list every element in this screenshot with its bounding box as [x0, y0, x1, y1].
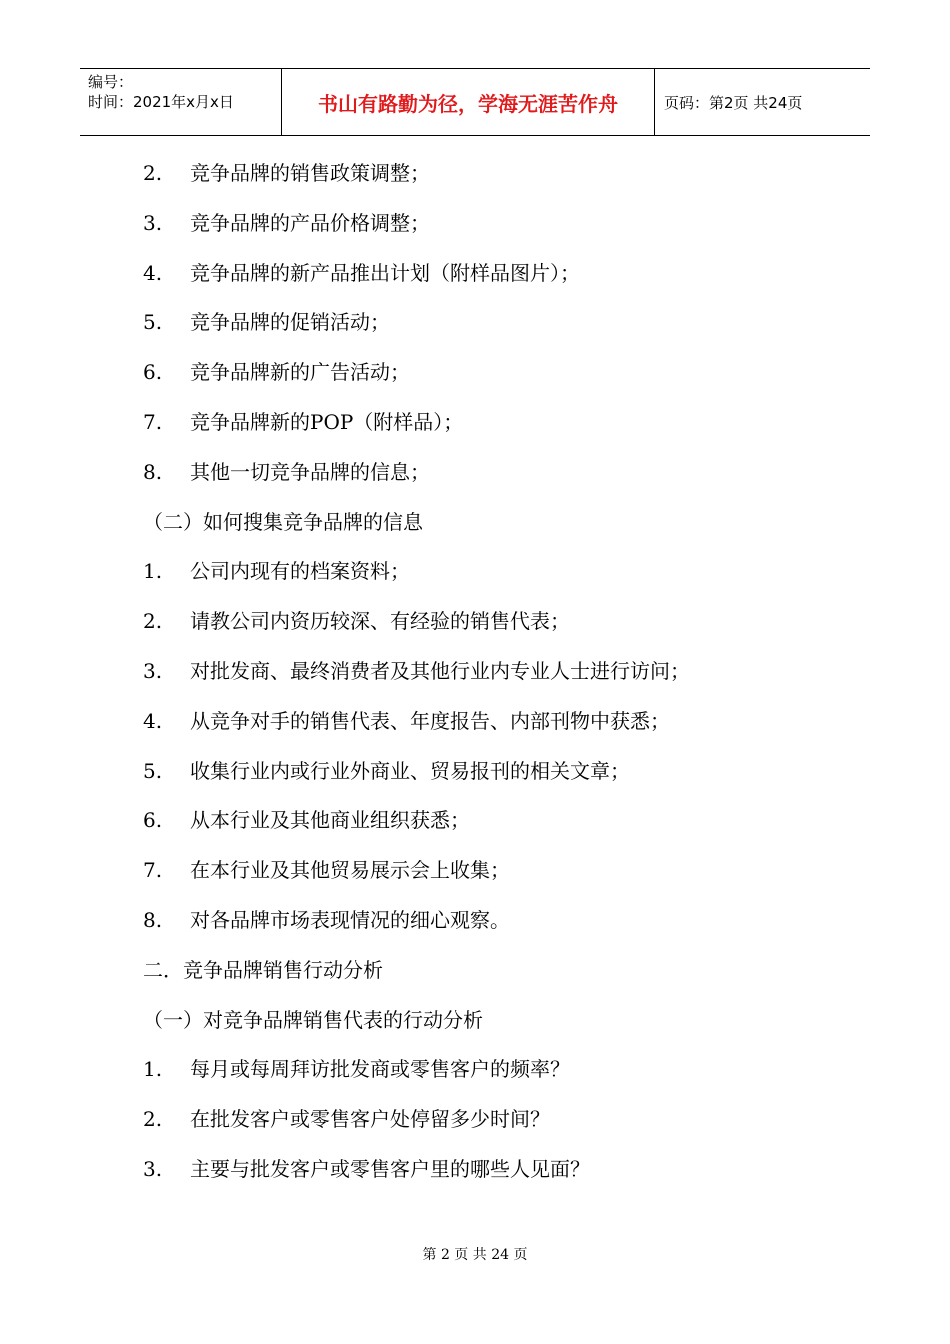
- list-item-number: 8.: [143, 459, 163, 484]
- list-item-number: 3.: [143, 659, 163, 683]
- list-item-number: 6.: [143, 360, 163, 385]
- list-item-text: 主要与批发客户或零售客户里的哪些人见面？: [190, 1157, 590, 1181]
- list-item-number: 1.: [143, 1057, 163, 1082]
- page-header: [80, 68, 870, 136]
- list-item-text: 收集行业内或行业外商业、贸易报刊的相关文章；: [190, 758, 630, 783]
- list-item-text: 竞争品牌新的POP（附样品）；: [190, 410, 464, 434]
- list-item-number: 2.: [143, 161, 163, 185]
- list-item-number: 1.: [143, 559, 163, 584]
- list-item-text: 竞争品牌的销售政策调整；: [190, 161, 430, 185]
- list-item-text: 竞争品牌新的广告活动；: [190, 360, 410, 385]
- list-item-number: 4.: [143, 708, 163, 733]
- list-item-text: 对批发商、最终消费者及其他行业内专业人士进行访问；: [190, 659, 690, 683]
- list-item-number: 8.: [143, 908, 163, 932]
- list-item-text: 从竞争对手的销售代表、年度报告、内部刊物中获悉；: [190, 708, 670, 733]
- section-heading-text: （一）对竞争品牌销售代表的行动分析: [143, 1007, 483, 1032]
- list-item-text: 公司内现有的档案资料；: [190, 559, 410, 584]
- list-item-text: 在批发客户或零售客户处停留多少时间？: [190, 1107, 550, 1132]
- header-page-info: 页码：第2页 共24页: [664, 93, 803, 112]
- list-item-text: 请教公司内资历较深、有经验的销售代表；: [190, 609, 570, 634]
- list-item-text: 竞争品牌的新产品推出计划（附样品图片）；: [190, 260, 580, 285]
- list-item-number: 2.: [143, 609, 163, 634]
- page-footer: 第 2 页 共 24 页: [422, 1247, 528, 1263]
- list-item-number: 2.: [143, 1107, 163, 1132]
- list-item-number: 3.: [143, 210, 163, 235]
- list-item-number: 7.: [143, 410, 163, 434]
- list-item-number: 6.: [143, 808, 163, 833]
- list-item-text: 从本行业及其他商业组织获悉；: [190, 808, 470, 833]
- header-motto: 书山有路勤为径，学海无涯苦作舟: [282, 69, 655, 135]
- list-item-text: 每月或每周拜访批发商或零售客户的频率？: [190, 1057, 570, 1082]
- list-item-text: 在本行业及其他贸易展示会上收集；: [190, 858, 510, 883]
- list-item-number: 5.: [143, 310, 163, 335]
- list-item-number: 5.: [143, 758, 163, 783]
- list-item-text: 竞争品牌的产品价格调整；: [190, 210, 430, 235]
- section-heading-text: （二）如何搜集竞争品牌的信息: [143, 509, 423, 534]
- list-item-number: 7.: [143, 858, 163, 883]
- section-heading-text: 二．竞争品牌销售行动分析: [143, 957, 383, 982]
- header-meta: [80, 69, 282, 135]
- list-item-text: 竞争品牌的促销活动；: [190, 310, 390, 335]
- list-item-number: 4.: [143, 260, 163, 285]
- list-item-text: 对各品牌市场表现情况的细心观察。: [190, 908, 510, 932]
- list-item-number: 3.: [143, 1157, 163, 1181]
- document-time-label: 时间：2021年x月x日: [88, 93, 234, 111]
- list-item-text: 其他一切竞争品牌的信息；: [190, 459, 430, 484]
- document-number-label: 编号：: [88, 73, 134, 91]
